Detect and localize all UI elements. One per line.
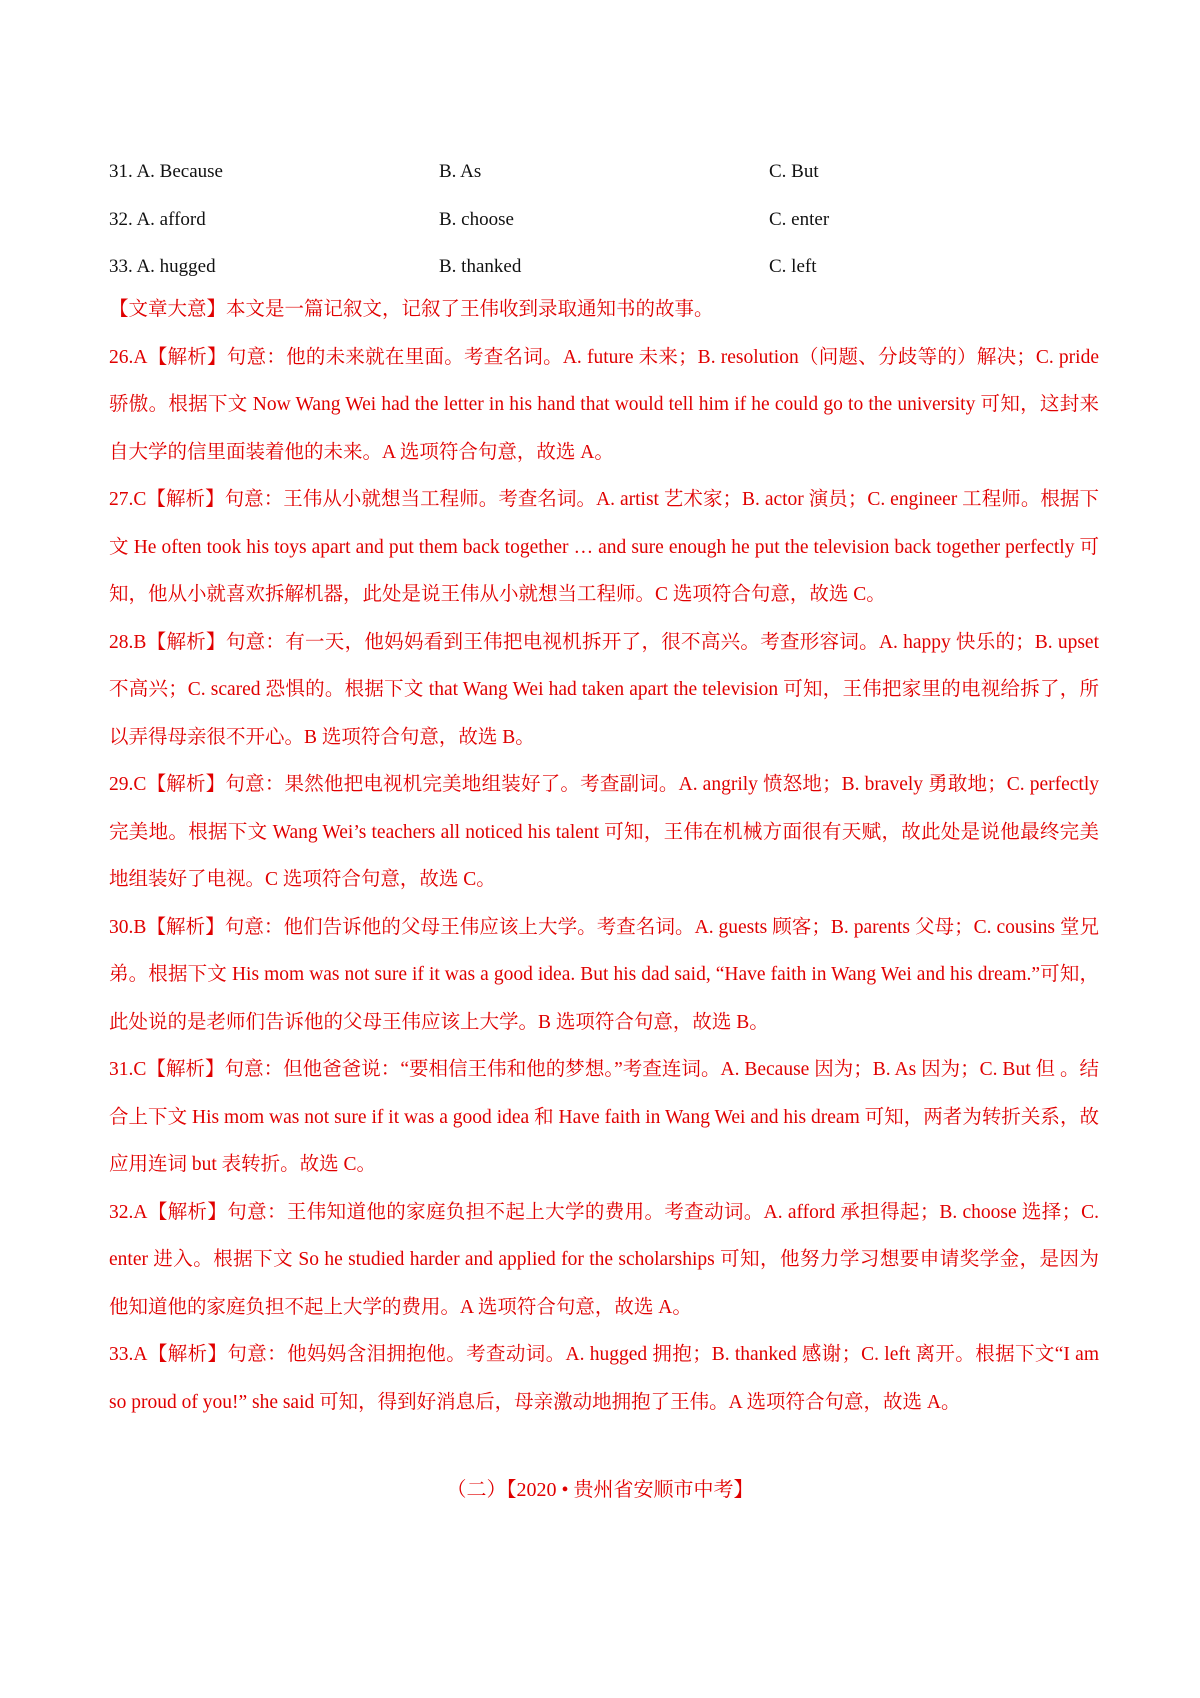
explanation-33: 33.A【解析】句意：他妈妈含泪拥抱他。考查动词。A. hugged 拥抱；B. thanked 感谢；C. left 离开。根据下文“I am so proud of you!” she said 可知，得到好消息后，母亲激动地拥抱了王伟。A 选项符合句意，故选 A。 <box>109 1344 1099 1413</box>
option-row-31 <box>109 148 1099 196</box>
answer-options <box>109 148 1099 291</box>
option-b: B. As <box>439 161 482 182</box>
option-row-33 <box>109 243 1099 291</box>
explanation-31: 31.C【解析】句意：但他爸爸说：“要相信王伟和他的梦想。”考查连词。A. Because 因为；B. As 因为；C. But 但 。结合上下文 His mom was not sure if it was a good idea 和 Have faith in Wang Wei and his dream 可知，两者为转折关系，故应用连词 but 表转折。故选 C。 <box>109 1059 1099 1175</box>
option-a: 33. A. hugged <box>109 256 216 277</box>
option-b: B. choose <box>439 208 514 230</box>
option-c: C. enter <box>769 208 830 230</box>
option-row-32 <box>109 196 1099 244</box>
section-title: （二）【2020 • 贵州省安顺市中考】 <box>446 1479 754 1501</box>
explanation-27: 27.C【解析】句意：王伟从小就想当工程师。考查名词。A. artist 艺术家；B. actor 演员；C. engineer 工程师。根据下文 He often took his toys apart and put them back together … and sure enough he put the television back together perfectly 可知，他从小就喜欢拆解机器，此处是说王伟从小就想当工程师。C 选项符合句意，故选 C。 <box>109 489 1099 605</box>
article-summary: 【文章大意】本文是一篇记叙文，记叙了王伟收到录取通知书的故事。 <box>109 299 714 320</box>
explanation-29: 29.C【解析】句意：果然他把电视机完美地组装好了。考查副词。A. angrily 愤怒地；B. bravely 勇敢地；C. perfectly 完美地。根据下文 Wang Wei’s teachers all noticed his talent 可知，王伟在机械方面很有天赋，故此处是说他最终完美地组装好了电视。C 选项符合句意，故选 C。 <box>109 774 1099 890</box>
explanation-26: 26.A【解析】句意：他的未来就在里面。考查名词。A. future 未来；B. resolution（问题、分歧等的）解决；C. pride 骄傲。根据下文 Now Wang Wei had the letter in his hand that would tell him if he could go to the university 可知，这封来自大学的信里面装着他的未来。A 选项符合句意，故选 A。 <box>109 346 1099 463</box>
option-c: C. left <box>769 256 817 277</box>
explanation-28: 28.B【解析】句意：有一天，他妈妈看到王伟把电视机拆开了，很不高兴。考查形容词。A. happy 快乐的；B. upset 不高兴；C. scared 恐惧的。根据下文 that Wang Wei had taken apart the television 可知，王伟把家里的电视给拆了，所以弄得母亲很不开心。B 选项符合句意，故选 B。 <box>109 631 1099 748</box>
option-a: 32. A. afford <box>109 208 206 230</box>
explanation-32: 32.A【解析】句意：王伟知道他的家庭负担不起上大学的费用。考查动词。A. afford 承担得起；B. choose 选择；C. enter 进入。根据下文 So he studied harder and applied for the scholarships 可知，他努力学习想要申请奖学金，是因为他知道他的家庭负担不起上大学的费用。A 选项符合句意，故选 A。 <box>109 1201 1099 1318</box>
option-c: C. But <box>769 161 819 182</box>
option-a: 31. A. Because <box>109 161 223 182</box>
answer-explanations <box>109 286 1099 1426</box>
option-b: B. thanked <box>439 256 522 277</box>
explanation-30: 30.B【解析】句意：他们告诉他的父母王伟应该上大学。考查名词。A. guests 顾客；B. parents 父母；C. cousins 堂兄弟。根据下文 His mom was not sure if it was a good idea. But his dad said, “Have faith in Wang Wei and his dream.”可知，此处说的是老师们告诉他的父母王伟应该上大学。B 选项符合句意，故选 B。 <box>109 916 1099 1033</box>
